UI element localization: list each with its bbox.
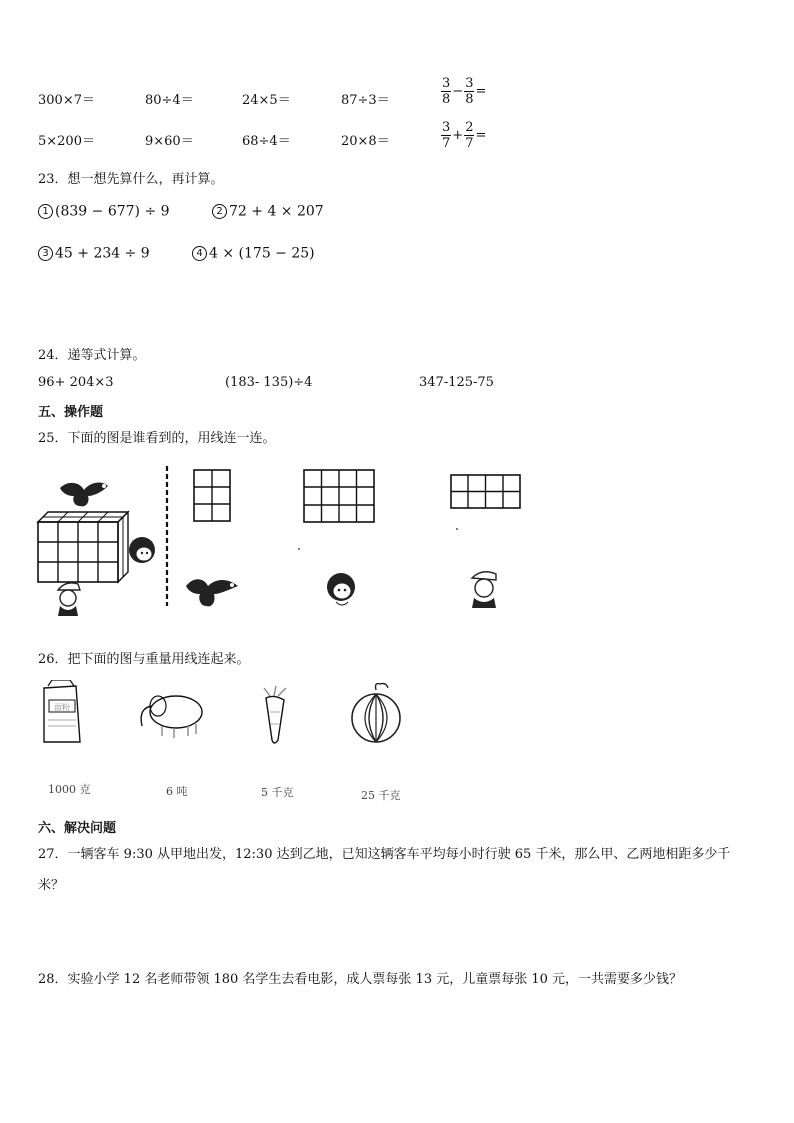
bird-icon <box>186 579 238 606</box>
weight-label-2: 6 吨 <box>166 785 188 798</box>
carrot-icon <box>264 686 286 743</box>
q28-text: 28．实验小学 12 名老师带领 180 名学生去看电影，成人票每张 13 元，儿童票每张 10 元，一共需要多少钱？ <box>38 972 683 987</box>
fraction-denominator: 8 <box>465 92 474 107</box>
oral-calc-3: 24×5＝ <box>242 93 291 108</box>
oral-calc-8: 20×8＝ <box>341 134 390 149</box>
q24-expression-2: (183- 135)÷4 <box>225 375 313 390</box>
q25-title: 25．下面的图是谁看到的，用线连一连。 <box>38 431 276 446</box>
section-6-heading: 六、解决问题 <box>38 821 117 836</box>
weight-label-3: 5 千克 <box>261 786 294 799</box>
q26-figure <box>38 680 418 750</box>
q24-expression-3: 347-125-75 <box>419 375 494 390</box>
view-grid-4x3 <box>304 470 374 522</box>
operator: + <box>452 128 464 143</box>
girl-icon <box>327 573 355 605</box>
equals-sign: = <box>475 128 487 143</box>
oral-calc-5: 5×200＝ <box>38 134 95 149</box>
boy-icon <box>472 572 496 608</box>
q23-title: 23．想一想先算什么，再计算。 <box>38 172 224 187</box>
elephant-icon <box>141 696 202 738</box>
q23-item-2 <box>212 201 324 220</box>
fraction-expression-2 <box>441 120 486 151</box>
equals-sign: = <box>475 84 487 99</box>
q25-figure <box>30 460 550 620</box>
circled-number: 4 <box>192 246 207 261</box>
q26-title: 26．把下面的图与重量用线连起来。 <box>38 652 250 667</box>
expression: 45 + 234 ÷ 9 <box>55 245 150 262</box>
girl-icon <box>129 537 155 563</box>
operator: − <box>452 84 464 99</box>
bird-icon <box>60 483 108 507</box>
circled-number: 2 <box>212 204 227 219</box>
boy-icon <box>58 583 80 616</box>
fraction-numerator: 3 <box>442 76 451 91</box>
flour-bag-label: 面粉 <box>54 703 70 712</box>
oral-calc-1: 300×7＝ <box>38 93 95 108</box>
fraction-denominator: 7 <box>442 136 451 151</box>
q23-item-3 <box>38 243 150 262</box>
q27-line-2: 米？ <box>38 878 65 893</box>
fraction-numerator: 3 <box>465 76 474 91</box>
weight-label-4: 25 千克 <box>361 789 401 802</box>
fraction-denominator: 8 <box>442 92 451 107</box>
expression: 72 + 4 × 207 <box>229 203 324 220</box>
oral-calc-7: 68÷4＝ <box>242 134 291 149</box>
q24-title: 24．递等式计算。 <box>38 348 146 363</box>
fraction-numerator: 3 <box>442 120 451 135</box>
oral-calc-6: 9×60＝ <box>145 134 194 149</box>
circled-number: 1 <box>38 204 53 219</box>
oral-calc-4: 87÷3＝ <box>341 93 390 108</box>
cube-block-icon <box>38 512 128 582</box>
q23-item-1 <box>38 201 170 220</box>
section-5-heading: 五、操作题 <box>38 405 104 420</box>
oral-calc-2: 80÷4＝ <box>145 93 194 108</box>
circled-number: 3 <box>38 246 53 261</box>
expression: (839 − 677) ÷ 9 <box>55 203 170 220</box>
q24-expression-1: 96+ 204×3 <box>38 375 114 390</box>
view-grid-4x2 <box>451 475 520 508</box>
weight-label-1: 1000 克 <box>48 783 91 796</box>
flour-bag-icon <box>44 680 80 742</box>
fraction-numerator: 2 <box>465 120 474 135</box>
fraction-expression-1 <box>441 76 486 107</box>
q23-item-4 <box>192 243 315 262</box>
watermelon-icon <box>352 684 400 743</box>
expression: 4 × (175 − 25) <box>209 245 315 262</box>
q27-line-1: 27．一辆客车 9:30 从甲地出发，12:30 达到乙地，已知这辆客车平均每小时行驶 65 千米，那么甲、乙两地相距多少千 <box>38 847 731 862</box>
fraction-denominator: 7 <box>465 136 474 151</box>
view-grid-2x3 <box>194 470 230 521</box>
